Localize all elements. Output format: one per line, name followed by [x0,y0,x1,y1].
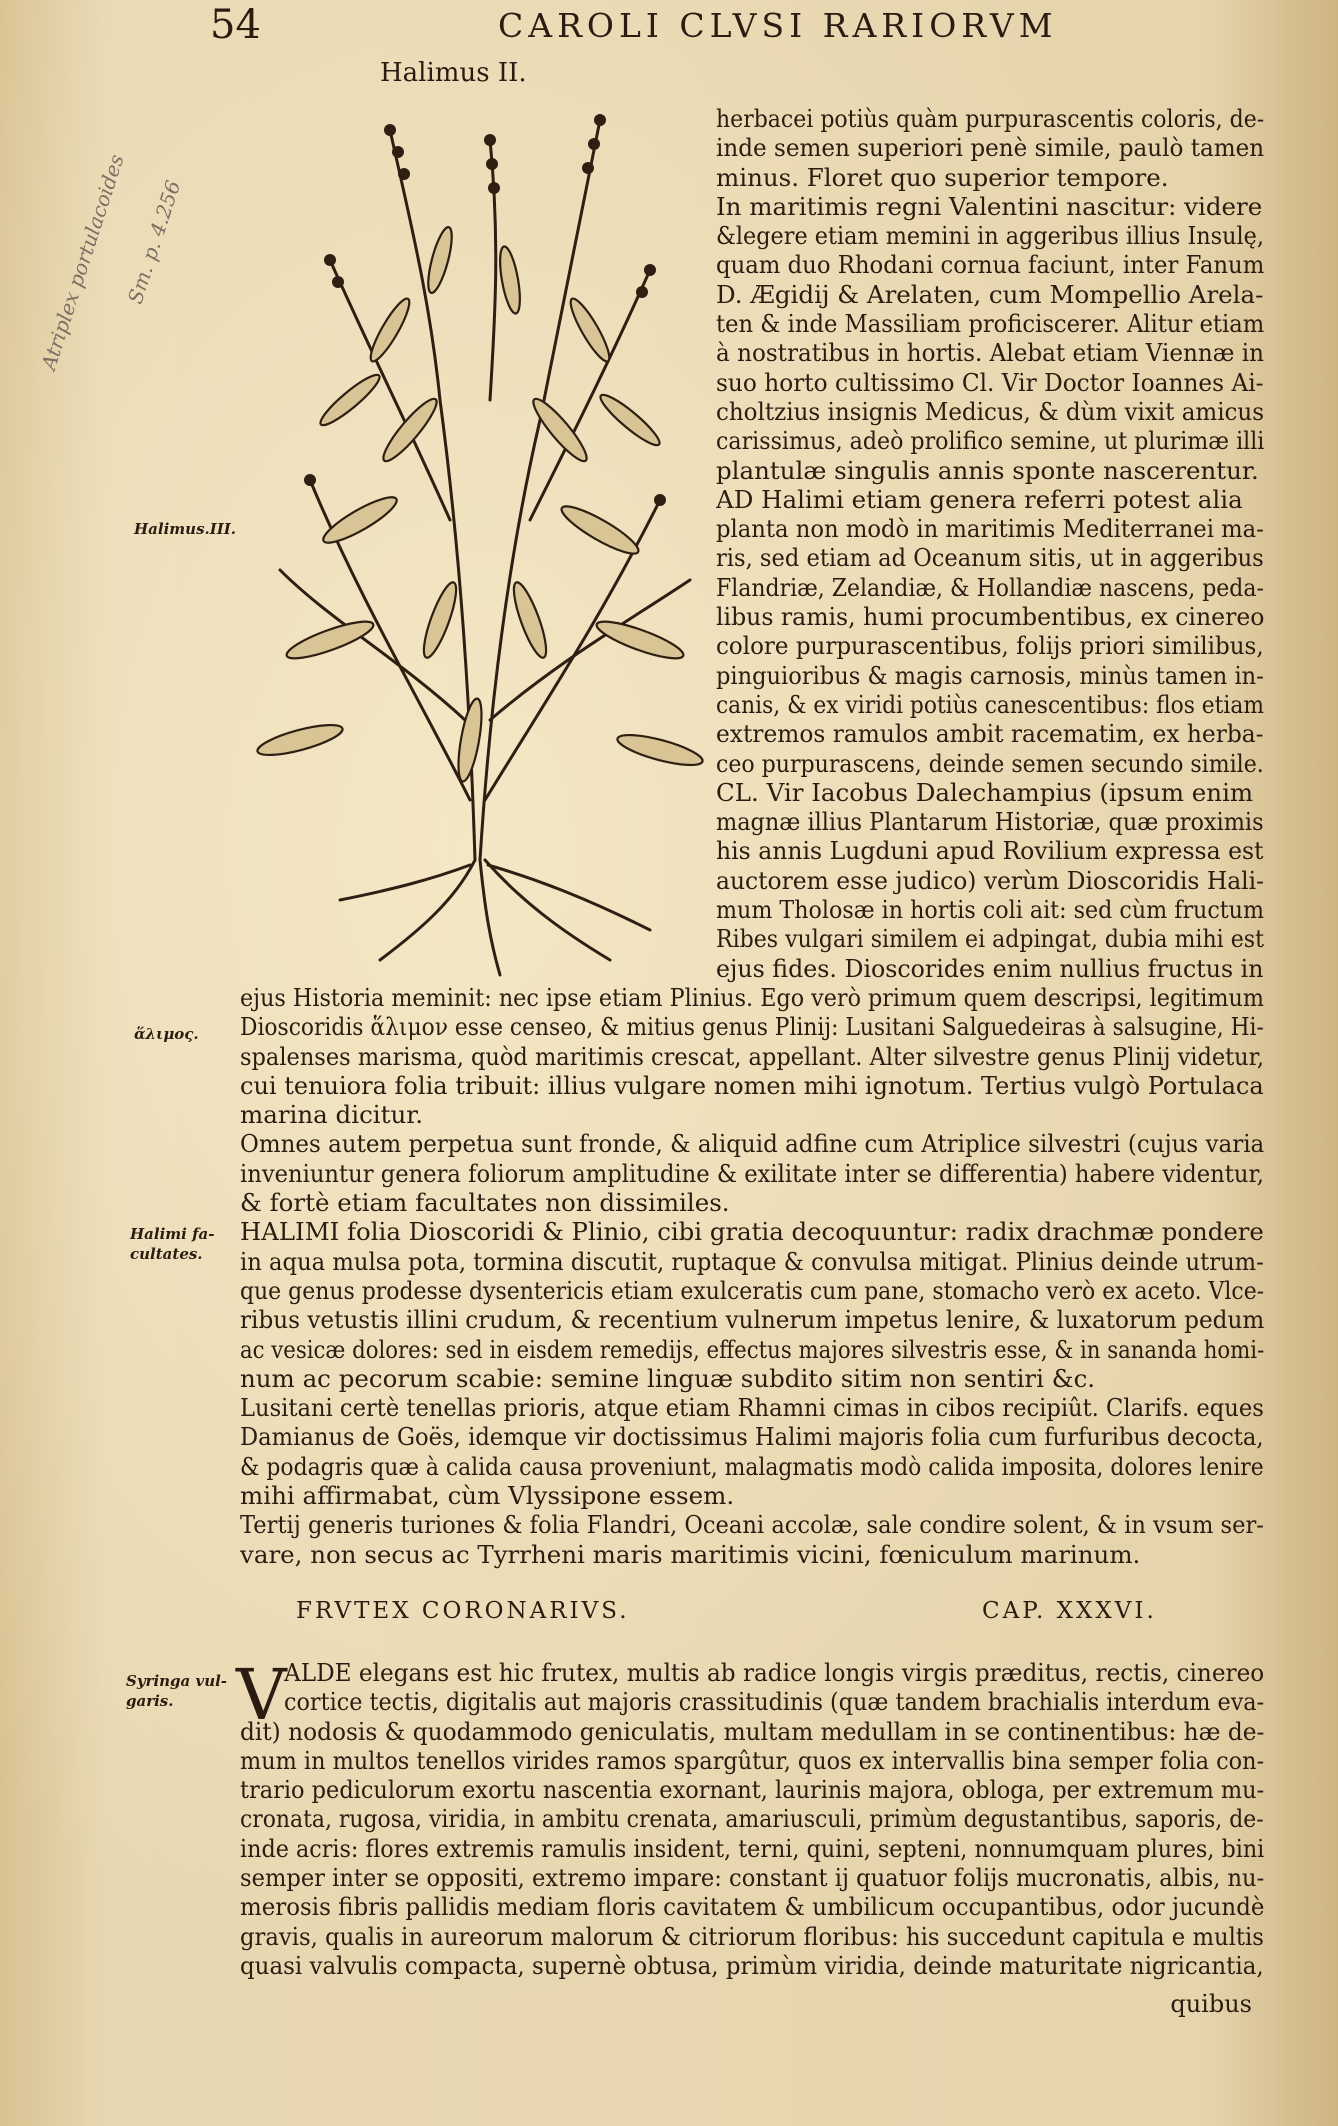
text-line: quam duo Rhodani cornua faciunt, inter Fanum [716,250,1264,280]
text-line: plantulæ singulis annis sponte nascerentur. [716,455,1259,485]
text-line: &legere etiam memini in aggeribus illius Insulę, [716,221,1264,251]
text-line: marina dicitur. [240,1100,424,1130]
chapter-number: CAP. XXXVI. [982,1598,1157,1624]
margin-note: Halimi fa- [130,1225,215,1243]
text-line: num ac pecorum scabie: semine linguæ subdito sitim non sentiri &c. [240,1363,1096,1393]
text-line: libus ramis, humi procumbentibus, ex cinereo [716,602,1264,632]
text-line: auctorem esse judico) verùm Dioscoridis Hali- [716,865,1264,895]
text-line: cortice tectis, digitalis aut majoris crassitudinis (quæ tandem brachialis interdum eva- [284,1687,1264,1717]
text-line: extremos ramulos ambit racematim, ex herba- [716,719,1264,749]
text-line: Dioscoridis ἅλιμον esse censeo, & mitius genus Plinij: Lusitani Salguedeiras à salsugine, Hi- [240,1012,1264,1042]
handwritten-note: Atriplex portulacoides [36,151,129,373]
text-line: que genus prodesse dysentericis etiam exulceratis cum pane, stomacho verò ex aceto. Vlce- [240,1275,1264,1305]
text-line: CL. Vir Iacobus Dalechampius (ipsum enim [716,777,1254,807]
text-line: ALDE elegans est hic frutex, multis ab radice longis virgis præditus, rectis, cinereo [284,1658,1264,1687]
drop-capital: V [236,1654,287,1736]
text-line: gravis, qualis in aureorum malorum & citriorum floribus: his succedunt capitula e multis [240,1921,1264,1951]
text-line: herbacei potiùs quàm purpurascentis coloris, de- [716,104,1264,133]
catchword: quibus [1170,1990,1252,2018]
text-line: mum in multos tenellos virides ramos spargûtur, quos ex intervallis bina semper folia con- [240,1745,1264,1775]
text-line: HALIMI folia Dioscoridi & Plinio, cibi gratia decoquuntur: radix drachmæ pondere [240,1217,1264,1247]
handwritten-note: Sm. p. 4.256 [122,177,186,307]
text-line: ejus fides. Dioscorides enim nullius fructus in [716,953,1264,983]
text-line: à nostratibus in hortis. Alebat etiam Viennæ in [716,338,1264,368]
text-line: dit) nodosis & quodammodo geniculatis, multam medullam in se continentibus: hæ de- [240,1716,1264,1746]
text-line: Lusitani certè tenellas prioris, atque etiam Rhamni cimas in cibos recipiût. Clarifs. eques [240,1393,1264,1423]
text-line: ris, sed etiam ad Oceanum sitis, ut in aggeribus [716,543,1264,573]
text-line: cui tenuiora folia tribuit: illius vulgare nomen mihi ignotum. Tertius vulgò Portulaca [240,1070,1264,1100]
text-line: AD Halimi etiam genera referri potest alia [716,484,1243,514]
section-text [240,1658,1264,1980]
text-line: pinguioribus & magis carnosis, minùs tamen in- [716,660,1264,690]
text-line: quasi valvulis compacta, supernè obtusa, primùm viridia, deinde maturitate nigricantia, [240,1950,1264,1980]
text-line: inveniuntur genera foliorum amplitudine & exilitate inter se differentia) habere videntur, [240,1158,1264,1188]
text-line: his annis Lugduni apud Rovilium expressa est [716,836,1264,866]
text-line: planta non modò in maritimis Mediterranei ma- [716,514,1264,544]
running-head: CAROLI CLVSI RARIORVM [498,6,1058,45]
text-line: in aqua mulsa pota, tormina discutit, ruptaque & convulsa mitigat. Plinius deinde utrum- [240,1246,1264,1276]
text-line: Ribes vulgari similem ei adpingat, dubia mihi est [716,924,1264,954]
margin-note: Syringa vul- [126,1672,228,1690]
full-width-text [240,983,1264,1569]
margin-note: cultates. [130,1245,203,1263]
text-line: ribus vetustis illini crudum, & recentium vulnerum impetus lenire, & luxatorum pedum [240,1305,1264,1335]
text-line: ten & inde Massiliam proficiscerer. Alitur etiam [716,309,1264,339]
text-line: Tertij generis turiones & folia Flandri, Oceani accolæ, sale condire solent, & in vsum ser- [240,1510,1264,1540]
text-line: & fortè etiam facultates non dissimiles. [240,1188,730,1218]
text-line: carissimus, adeò prolifico semine, ut plurimæ illi [716,426,1264,456]
text-line: cronata, rugosa, viridia, in ambitu crenata, amariusculi, primùm degustantibus, saporis, de- [240,1804,1264,1834]
text-line: magnæ illius Plantarum Historiæ, quæ proximis [716,807,1264,837]
text-line: trario pediculorum exortu nascentia exornant, laurinis majora, obloga, per extremum mu- [240,1775,1264,1805]
text-line: Damianus de Goës, idemque vir doctissimus Halimi majoris folia cum furfuribus decocta, [240,1422,1264,1452]
text-line: spalenses marisma, quòd maritimis crescat, appellant. Alter silvestre genus Plinij videtur, [240,1041,1264,1071]
text-line: ceo purpurascens, deinde semen secundo simile. [716,748,1264,778]
text-line: inde semen superiori penè simile, paulò tamen [716,133,1264,163]
margin-note: Halimus.III. [134,520,237,538]
text-line: Omnes autem perpetua sunt fronde, & aliquid adfine cum Atriplice silvestri (cujus varia [240,1129,1264,1159]
section-title: FRVTEX CORONARIVS. [296,1598,630,1624]
text-line: & podagris quæ à calida causa proveniunt, malagmatis modò calida imposita, dolores lenire [240,1451,1264,1481]
page-number: 54 [210,2,261,48]
right-column-text [716,104,1264,983]
margin-note: ἅλιμος. [134,1025,199,1043]
text-line: canis, & ex viridi potiùs canescentibus: flos etiam [716,689,1264,719]
text-line: D. Ægidij & Arelaten, cum Mompellio Arela- [716,279,1264,309]
figure-caption: Halimus II. [380,58,527,88]
text-line: ac vesicæ dolores: sed in eisdem remedijs, effectus majores silvestris esse, & in sananda homi- [240,1334,1264,1364]
text-line: In maritimis regni Valentini nascitur: videre [716,191,1263,221]
text-line: mum Tholosæ in hortis coli ait: sed cùm fructum [716,895,1264,925]
text-line: merosis fibris pallidis mediam floris cavitatem & umbilicum occupantibus, odor jucundè [240,1892,1264,1922]
text-line: inde acris: flores extremis ramulis insident, terni, quini, septeni, nonnumquam plures, bini [240,1833,1264,1863]
text-line: vare, non secus ac Tyrrheni maris maritimis vicini, fœniculum marinum. [240,1539,1141,1569]
plant-woodcut-image [240,100,720,980]
text-line: colore purpurascentibus, folijs priori similibus, [716,631,1264,661]
margin-note: garis. [126,1692,174,1710]
text-line: Flandriæ, Zelandiæ, & Hollandiæ nascens, peda- [716,572,1264,602]
text-line: semper inter se oppositi, extremo impare: constant ij quatuor folijs mucronatis, albis, nu- [240,1863,1264,1893]
text-line: mihi affirmabat, cùm Vlyssipone essem. [240,1481,735,1511]
text-line: ejus Historia meminit: nec ipse etiam Plinius. Ego verò primum quem descripsi, legitimum [240,983,1264,1012]
text-line: choltzius insignis Medicus, & dùm vixit amicus [716,396,1264,426]
text-line: suo horto cultissimo Cl. Vir Doctor Ioannes Ai- [716,367,1264,397]
text-line: minus. Floret quo superior tempore. [716,162,1169,192]
